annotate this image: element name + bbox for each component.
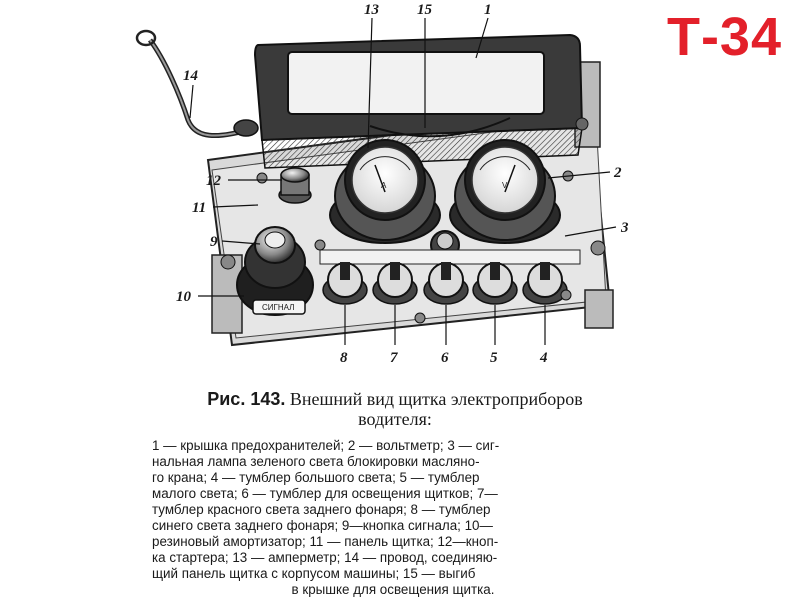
figure-legend [152,438,634,598]
callout-13: 13 [364,2,379,18]
starter-button [279,168,311,203]
callout-15: 15 [417,2,432,18]
legend-line: ка стартера; 13 — амперметр; 14 — провод, соединяю- [152,550,498,565]
signal-nameplate [253,300,305,314]
callout-8: 8 [340,350,348,366]
caption-line-2: водителя: [358,409,432,429]
ammeter-unit-label: A [381,181,387,190]
callout-3: 3 [621,220,629,236]
callout-4: 4 [540,350,548,366]
callout-1: 1 [484,2,492,18]
legend-line: в крышке для освещения щитка. [291,582,495,597]
legend-line: щий панель щитка с корпусом машины; 15 — выгиб [152,566,476,581]
callout-10: 10 [176,289,191,305]
callout-14: 14 [183,68,198,84]
legend-line: тумблер красного света заднего фонаря; 8 — тумблер [152,502,491,517]
callout-11: 11 [192,200,207,216]
figure-caption [150,389,640,429]
legend-line: синего света заднего фонаря; 9—кнопка сигнала; 10— [152,518,493,533]
callout-7: 7 [390,350,398,366]
callout-6: 6 [441,350,449,366]
callout-5: 5 [490,350,498,366]
caption-figure-number: Рис. 143. [207,389,286,409]
legend-line: нальная лампа зеленого света блокировки масляно- [152,454,480,469]
voltmeter-unit-label: V [502,181,508,190]
caption-title: Внешний вид щитка электроприборов [289,389,583,409]
legend-line: резиновый амортизатор; 11 — панель щитка; 12—кноп- [152,534,499,549]
legend-line: го крана; 4 — тумблер большого света; 5 — тумблер [152,470,480,485]
model-badge: Т-34 [666,7,782,67]
legend-line: малого света; 6 — тумблер для освещения щитков; 7— [152,486,498,501]
callout-9: 9 [210,234,218,250]
callout-12: 12 [206,173,221,189]
signal-nameplate-text: СИГНАЛ [262,303,295,312]
callout-2: 2 [614,165,622,181]
fuse-cover [255,35,588,168]
caption-line-1 [150,389,640,409]
toggle-switch-row [320,250,580,304]
legend-line: 1 — крышка предохранителей; 2 — вольтметр; 3 — сиг- [152,438,500,453]
